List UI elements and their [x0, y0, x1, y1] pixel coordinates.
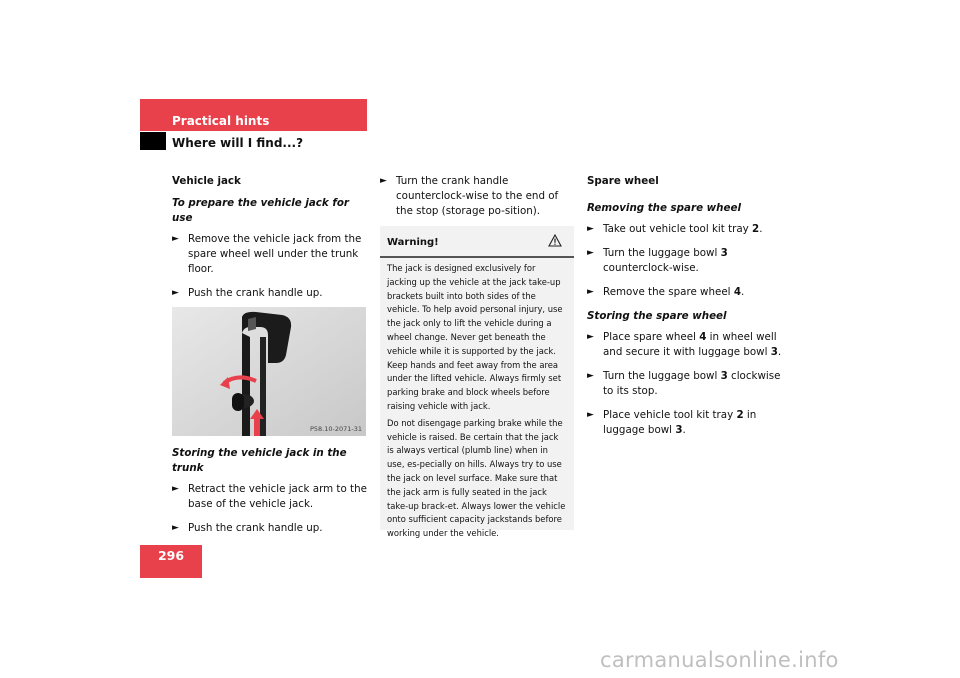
list-item: ► Turn the crank handle counterclock-wise to the end of the stop (storage po-sition).	[380, 175, 559, 217]
prepare-jack-subheading: To prepare the vehicle jack for use	[172, 197, 349, 224]
spare-wheel-heading: Spare wheel	[587, 175, 659, 187]
warning-paragraph: The jack is designed exclusively for jacking up the vehicle at the jack take-up brackets built into both sides of the vehicle. To help avoid personal injury, use the jack only to lift the vehicle during a wheel change. Never get beneath the vehicle while it is supported by the jack. Keep hands and feet away from the area under the lifted vehicle. Always firmly set parking brake and block wheels before raising vehicle with jack.	[387, 263, 563, 411]
list-item: ► Place vehicle tool kit tray 2 in luggage bowl 3.	[587, 409, 757, 436]
warning-triangle-icon	[548, 234, 562, 247]
list-item: ► Remove the spare wheel 4.	[587, 286, 745, 298]
warning-body	[380, 258, 574, 548]
arrow-bullet-icon: ►	[172, 288, 179, 298]
figure-caption: P58.10-2071-31	[309, 425, 362, 433]
warning-paragraph: Do not disengage parking brake while the vehicle is raised. Be certain that the jack is always vertical (plumb line) when in use, es-pecially on hills. Always try to use the jack on level surface. Make sure that the jack arm is fully seated in the jack take-up brack-et. Always lower the vehicle onto sufficient capacity jackstands before working under the vehicle.	[387, 417, 566, 539]
list-item: ► Push the crank handle up.	[172, 522, 323, 534]
arrow-bullet-icon: ►	[587, 332, 594, 342]
arrow-bullet-icon: ►	[172, 523, 179, 533]
section-title: Practical hints	[172, 114, 270, 128]
column-3	[587, 174, 787, 438]
list-item: ► Turn the luggage bowl 3 counterclock-wise.	[587, 247, 728, 274]
list-item: ► Remove the vehicle jack from the spare wheel well under the trunk floor.	[172, 233, 362, 275]
arrow-bullet-icon: ►	[587, 248, 594, 258]
page-subtitle: Where will I find...?	[172, 136, 304, 150]
column-2	[380, 174, 576, 219]
vehicle-jack-illustration	[172, 307, 366, 436]
list-item: ► Push the crank handle up.	[172, 287, 323, 299]
section-header-bar	[140, 99, 367, 131]
vehicle-jack-figure	[172, 307, 366, 436]
list-item: ► Turn the luggage bowl 3 clockwise to its stop.	[587, 370, 781, 397]
section-marker	[140, 132, 166, 150]
column-1-lower	[172, 446, 368, 536]
watermark: carmanualsonline.info	[600, 648, 839, 672]
warning-title: Warning!	[387, 237, 439, 248]
arrow-bullet-icon: ►	[380, 176, 387, 186]
arrow-bullet-icon: ►	[587, 410, 594, 420]
list-item: ► Retract the vehicle jack arm to the base of the vehicle jack.	[172, 483, 367, 510]
removing-spare-wheel-subheading: Removing the spare wheel	[587, 202, 741, 214]
warning-box	[380, 226, 574, 539]
storing-spare-wheel-subheading: Storing the spare wheel	[587, 310, 727, 322]
page-number: 296	[140, 545, 202, 578]
vehicle-jack-heading: Vehicle jack	[172, 175, 241, 187]
arrow-bullet-icon: ►	[587, 287, 594, 297]
arrow-bullet-icon: ►	[172, 484, 179, 494]
storing-jack-subheading: Storing the vehicle jack in the trunk	[172, 447, 347, 474]
list-item: ► Place spare wheel 4 in wheel well and secure it with luggage bowl 3.	[587, 331, 782, 358]
arrow-bullet-icon: ►	[587, 371, 594, 381]
arrow-bullet-icon: ►	[587, 224, 594, 234]
list-item: ► Take out vehicle tool kit tray 2.	[587, 223, 763, 235]
arrow-bullet-icon: ►	[172, 234, 179, 244]
warning-header	[380, 226, 574, 258]
